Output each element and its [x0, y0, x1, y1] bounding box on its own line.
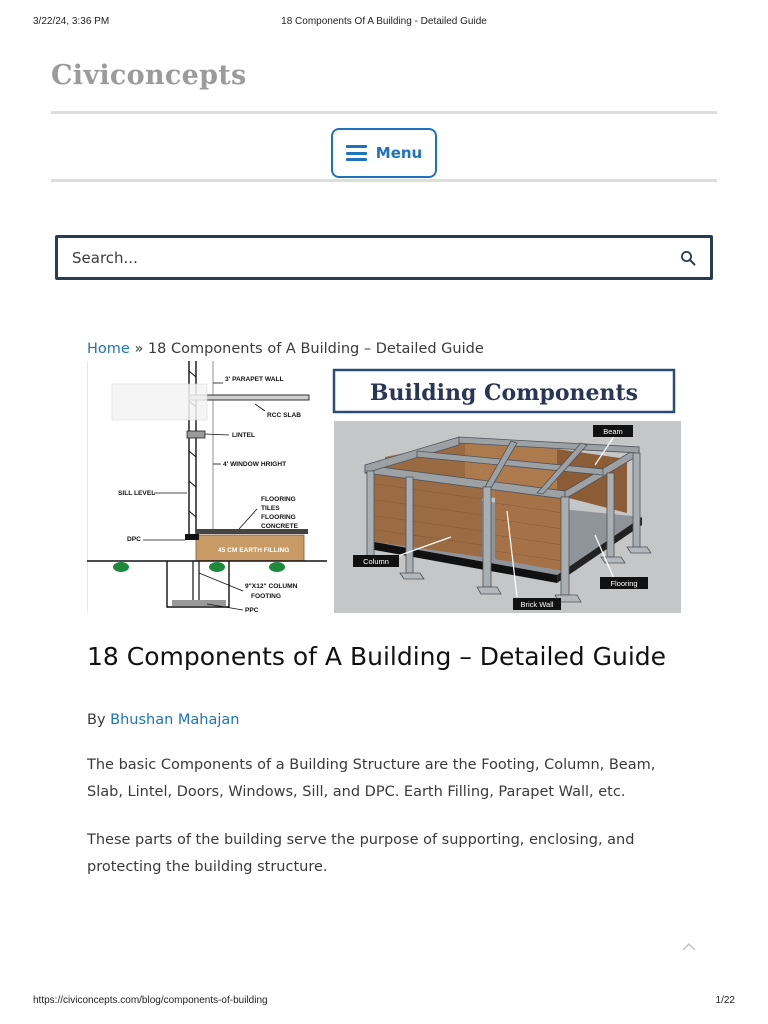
header-divider-top	[51, 111, 717, 114]
header-divider-bottom	[51, 179, 717, 182]
frame-model	[334, 370, 681, 613]
label-column-2: FOOTING	[251, 593, 282, 600]
hamburger-icon	[346, 145, 367, 161]
byline-prefix: By	[87, 712, 106, 728]
breadcrumb	[87, 341, 484, 357]
breadcrumb-separator: »	[134, 341, 144, 357]
label-flooring-2: TILES	[261, 505, 280, 512]
breadcrumb-current: 18 Components of A Building – Detailed Guide	[147, 341, 484, 357]
search-icon[interactable]	[680, 250, 696, 266]
featured-image	[87, 361, 681, 613]
label-flooring-4: CONCRETE	[261, 523, 298, 530]
print-doc-title: 18 Components Of A Building - Detailed Guide	[281, 16, 487, 27]
menu-button[interactable]	[331, 128, 437, 178]
search-input[interactable]	[72, 238, 662, 277]
author-link[interactable]: Bhushan Mahajan	[110, 712, 240, 728]
label-ppc: PPC	[245, 607, 259, 613]
article-title: 18 Components of A Building – Detailed Guide	[87, 642, 667, 671]
print-url: https://civiconcepts.com/blog/components-of-building	[33, 995, 268, 1006]
callout-beam: Beam	[603, 427, 623, 436]
site-title[interactable]: Civiconcepts	[51, 60, 247, 91]
menu-label: Menu	[375, 144, 423, 162]
print-page-number: 1/22	[715, 995, 735, 1006]
label-parapet-wall: 3' PARAPET WALL	[225, 376, 284, 383]
scroll-to-top-icon[interactable]	[681, 941, 697, 953]
callout-brick-wall: Brick Wall	[520, 600, 554, 609]
search-form	[55, 235, 713, 280]
label-sill-level: SILL LEVEL	[118, 490, 156, 497]
byline	[87, 712, 239, 728]
label-rcc-slab: RCC SLAB	[267, 412, 302, 419]
label-flooring-3: FLOORING	[261, 514, 296, 521]
intro-paragraph: The basic Components of a Building Structure are the Footing, Column, Beam, Slab, Lintel, Doors, Windows, Sill, and DPC. Earth Filling, Parapet Wall, etc.	[87, 757, 656, 800]
breadcrumb-home-link[interactable]: Home	[87, 341, 130, 357]
print-date: 3/22/24, 3:36 PM	[33, 16, 110, 27]
model-title: Building Components	[369, 380, 639, 406]
label-flooring-1: FLOORING	[261, 496, 296, 503]
callout-flooring: Flooring	[610, 579, 638, 588]
print-header	[33, 16, 735, 30]
label-column-1: 9"X12" COLUMN	[245, 583, 298, 590]
label-window-height: 4' WINDOW HRIGHT	[223, 461, 287, 468]
callout-column: Column	[363, 557, 389, 566]
purpose-paragraph: These parts of the building serve the purpose of supporting, enclosing, and protecting the building structure.	[87, 832, 635, 875]
label-lintel: LINTEL	[232, 432, 256, 439]
section-drawing	[87, 361, 327, 613]
print-footer	[33, 995, 735, 1009]
label-earth-filling: 45 CM EARTH FILLING	[218, 547, 290, 554]
label-dpc: DPC	[127, 536, 141, 543]
building-components-illustration	[87, 361, 681, 613]
